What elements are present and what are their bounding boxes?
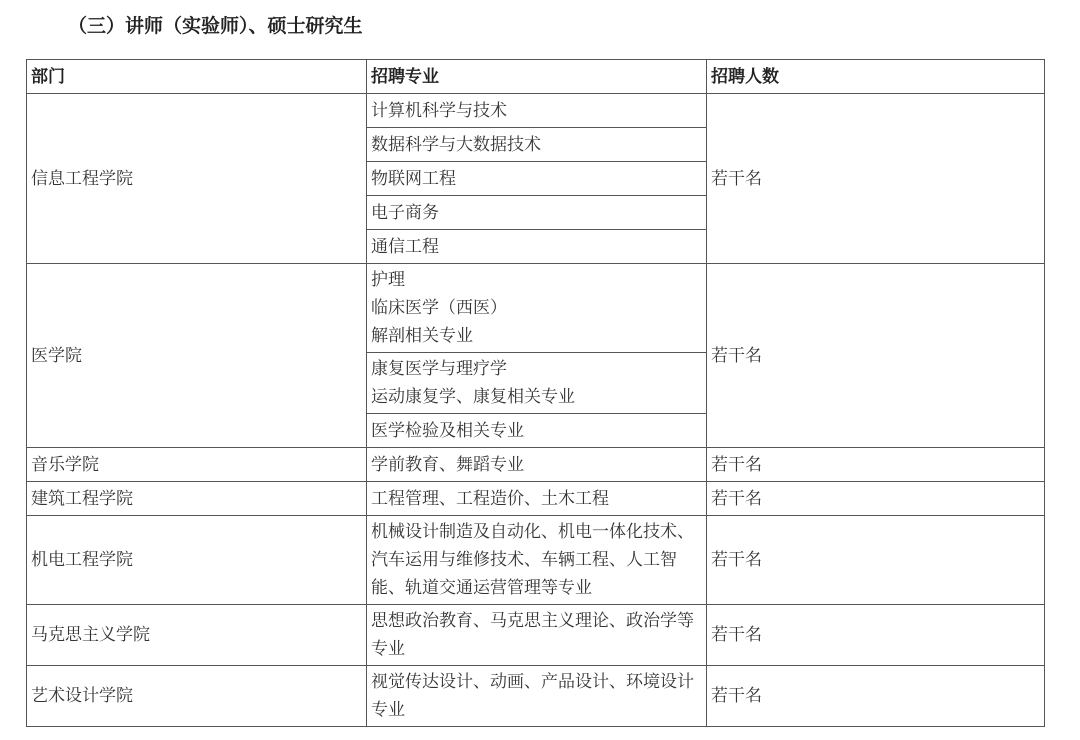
department-cell: 建筑工程学院 xyxy=(27,482,367,516)
major-cell: 学前教育、舞蹈专业 xyxy=(367,448,707,482)
major-line: 解剖相关专业 xyxy=(371,326,473,346)
department-cell: 信息工程学院 xyxy=(27,94,367,264)
count-cell: 若干名 xyxy=(707,94,1045,264)
table-row xyxy=(27,605,1045,666)
major-cell: 机械设计制造及自动化、机电一体化技术、汽车运用与维修技术、车辆工程、人工智能、轨道交通运营管理等专业 xyxy=(367,516,707,605)
department-cell: 音乐学院 xyxy=(27,448,367,482)
header-major: 招聘专业 xyxy=(367,60,707,94)
major-cell: 视觉传达设计、动画、产品设计、环境设计专业 xyxy=(367,666,707,727)
header-department: 部门 xyxy=(27,60,367,94)
section-heading: （三）讲师（实验师）、硕士研究生 xyxy=(68,15,363,37)
major-cell: 物联网工程 xyxy=(367,162,707,196)
count-cell: 若干名 xyxy=(707,666,1045,727)
department-cell: 马克思主义学院 xyxy=(27,605,367,666)
table-row xyxy=(27,94,1045,128)
count-cell: 若干名 xyxy=(707,605,1045,666)
major-cell: 电子商务 xyxy=(367,196,707,230)
count-cell: 若干名 xyxy=(707,264,1045,448)
major-line: 护理 xyxy=(371,270,405,290)
table-row xyxy=(27,264,1045,353)
table-row xyxy=(27,448,1045,482)
major-line: 临床医学（西医） xyxy=(371,298,507,318)
count-cell: 若干名 xyxy=(707,516,1045,605)
table-row xyxy=(27,516,1045,605)
header-count: 招聘人数 xyxy=(707,60,1045,94)
major-cell xyxy=(367,353,707,414)
count-cell: 若干名 xyxy=(707,448,1045,482)
major-cell: 计算机科学与技术 xyxy=(367,94,707,128)
major-cell: 通信工程 xyxy=(367,230,707,264)
major-cell: 数据科学与大数据技术 xyxy=(367,128,707,162)
table-header-row xyxy=(27,60,1045,94)
table-row xyxy=(27,482,1045,516)
major-line: 运动康复学、康复相关专业 xyxy=(371,387,575,407)
department-cell: 医学院 xyxy=(27,264,367,448)
major-cell: 医学检验及相关专业 xyxy=(367,414,707,448)
major-cell: 思想政治教育、马克思主义理论、政治学等专业 xyxy=(367,605,707,666)
major-line: 康复医学与理疗学 xyxy=(371,359,507,379)
count-cell: 若干名 xyxy=(707,482,1045,516)
table-row xyxy=(27,666,1045,727)
major-cell: 工程管理、工程造价、土木工程 xyxy=(367,482,707,516)
department-cell: 艺术设计学院 xyxy=(27,666,367,727)
major-cell xyxy=(367,264,707,353)
department-cell: 机电工程学院 xyxy=(27,516,367,605)
recruitment-table xyxy=(26,59,1045,727)
